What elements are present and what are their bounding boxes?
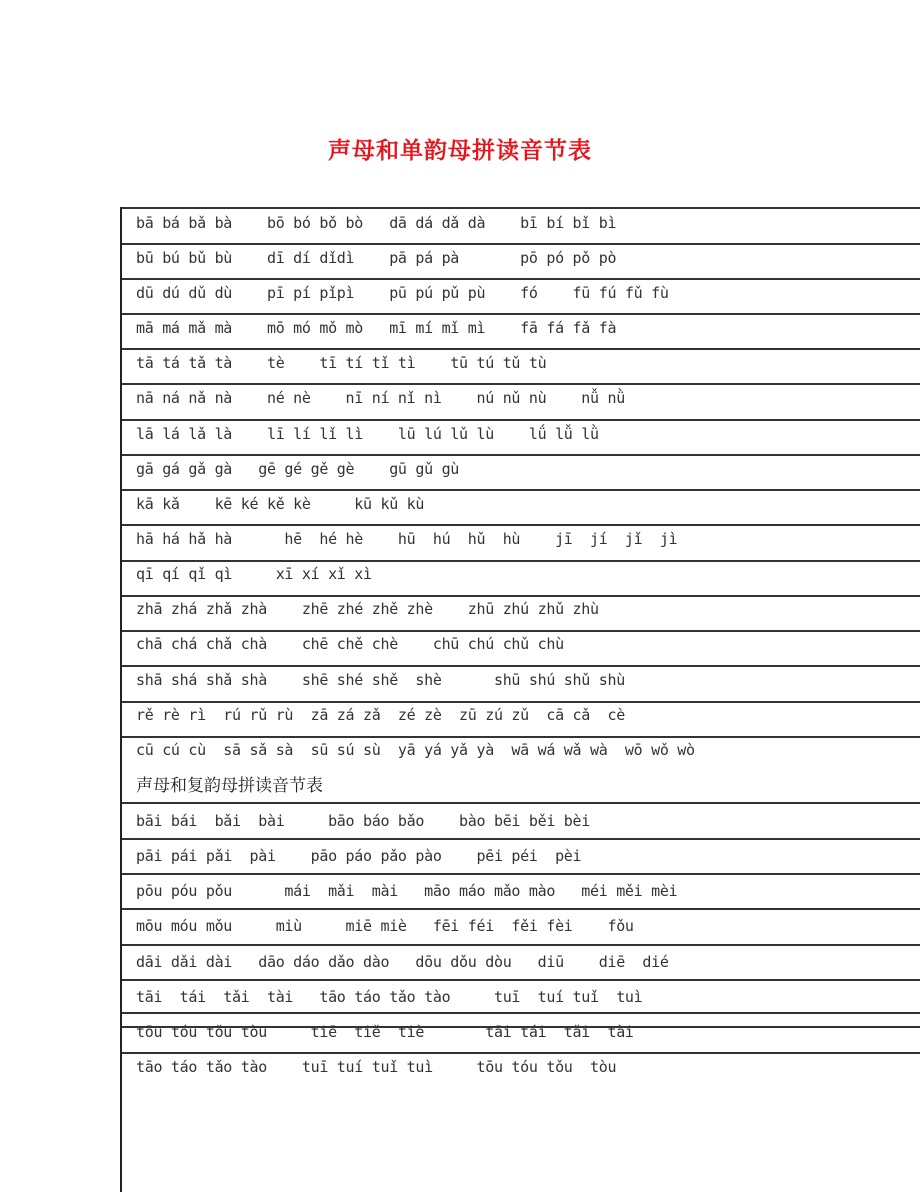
- syllable-row: pāi pái pǎi pài pāo páo pǎo pào pēi péi pèi: [136, 847, 582, 865]
- table-rule: [122, 802, 920, 804]
- table-rule: [122, 838, 920, 840]
- syllable-row: gā gá gǎ gà gē gé gě gè gū gǔ gù: [136, 460, 460, 478]
- table-rule: [122, 595, 920, 597]
- syllable-row: pōu póu pǒu mái mǎi mài māo máo mǎo mào méi měi mèi: [136, 882, 678, 900]
- syllable-row: bāi bái bǎi bài bāo báo bǎo bào bēi běi bèi: [136, 812, 591, 830]
- syllable-row: kā kǎ kē ké kě kè kū kǔ kù: [136, 495, 425, 513]
- table-rule: [122, 1012, 920, 1014]
- syllable-row: zhā zhá zhǎ zhà zhē zhé zhě zhè zhū zhú zhǔ zhù: [136, 600, 599, 618]
- syllable-row: tāi tái tǎi tài tāo táo tǎo tào tuī tuí tuǐ tuì: [136, 988, 643, 1006]
- syllable-row: bū bú bǔ bù dī dí dǐdì pā pá pà pō pó pǒ pò: [136, 249, 617, 267]
- table-rule: [122, 736, 920, 738]
- table-rule: [122, 560, 920, 562]
- table-rule: [122, 944, 920, 946]
- syllable-row: shā shá shǎ shà shē shé shě shè shū shú shǔ shù: [136, 671, 625, 689]
- syllable-row: bā bá bǎ bà bō bó bǒ bò dā dá dǎ dà bī bí bǐ bì: [136, 214, 617, 232]
- table-rule: [122, 665, 920, 667]
- syllable-row: rě rè rì rú rǔ rù zā zá zǎ zé zè zū zú zǔ cā cǎ cè: [136, 706, 625, 724]
- syllable-row: mōu móu mǒu miù miē miè fēi féi fěi fèi fǒu: [136, 917, 634, 935]
- table-rule: [122, 524, 920, 526]
- table-rule: [122, 383, 920, 385]
- page-title: 声母和单韵母拼读音节表: [328, 137, 592, 164]
- table-rule: [122, 313, 920, 315]
- syllable-row: qī qí qǐ qì xī xí xǐ xì: [136, 565, 372, 583]
- syllable-row: tāo táo tǎo tào tuī tuí tuǐ tuì tōu tóu tǒu tòu: [136, 1058, 617, 1076]
- table-rule: [122, 454, 920, 456]
- syllable-row: cū cú cù sā sǎ sà sū sú sù yā yá yǎ yà wā wá wǎ wà wō wǒ wò: [136, 741, 695, 759]
- table-rule: [122, 908, 920, 910]
- table-rule: [122, 243, 920, 245]
- syllable-row: chā chá chǎ chà chē chě chè chū chú chǔ chù: [136, 635, 564, 653]
- syllable-row: tōu tóu tǒu tòu tiē tiě tiè tāi tái tǎi tài: [136, 1023, 634, 1041]
- table-rule: [122, 630, 920, 632]
- syllable-row: nā ná nǎ nà né nè nī ní nǐ nì nú nǔ nù nǚ nǜ: [136, 389, 625, 407]
- table-rule: [122, 419, 920, 421]
- table-rule: [122, 348, 920, 350]
- table-rule: [122, 979, 920, 981]
- syllable-row: hā há hǎ hà hē hé hè hū hú hǔ hù jī jí jǐ jì: [136, 530, 678, 548]
- syllable-row: dāi dǎi dài dāo dáo dǎo dào dōu dǒu dòu diū diē dié: [136, 953, 669, 971]
- syllable-table: [120, 207, 920, 1192]
- table-rule: [122, 278, 920, 280]
- syllable-row: lā lá lǎ là lī lí lǐ lì lū lú lǔ lù lǘ lǚ lǜ: [136, 425, 599, 443]
- section-title: 声母和复韵母拼读音节表: [136, 776, 323, 796]
- table-rule: [122, 1052, 920, 1054]
- syllable-row: dū dú dǔ dù pī pí pǐpì pū pú pǔ pù fó fū fú fǔ fù: [136, 284, 669, 302]
- table-rule: [122, 489, 920, 491]
- syllable-row: mā má mǎ mà mō mó mǒ mò mī mí mǐ mì fā fá fǎ fà: [136, 319, 617, 337]
- table-rule: [122, 701, 920, 703]
- syllable-row: tā tá tǎ tà tè tī tí tǐ tì tū tú tǔ tù: [136, 354, 547, 372]
- table-rule: [122, 873, 920, 875]
- table-rule: [122, 207, 920, 209]
